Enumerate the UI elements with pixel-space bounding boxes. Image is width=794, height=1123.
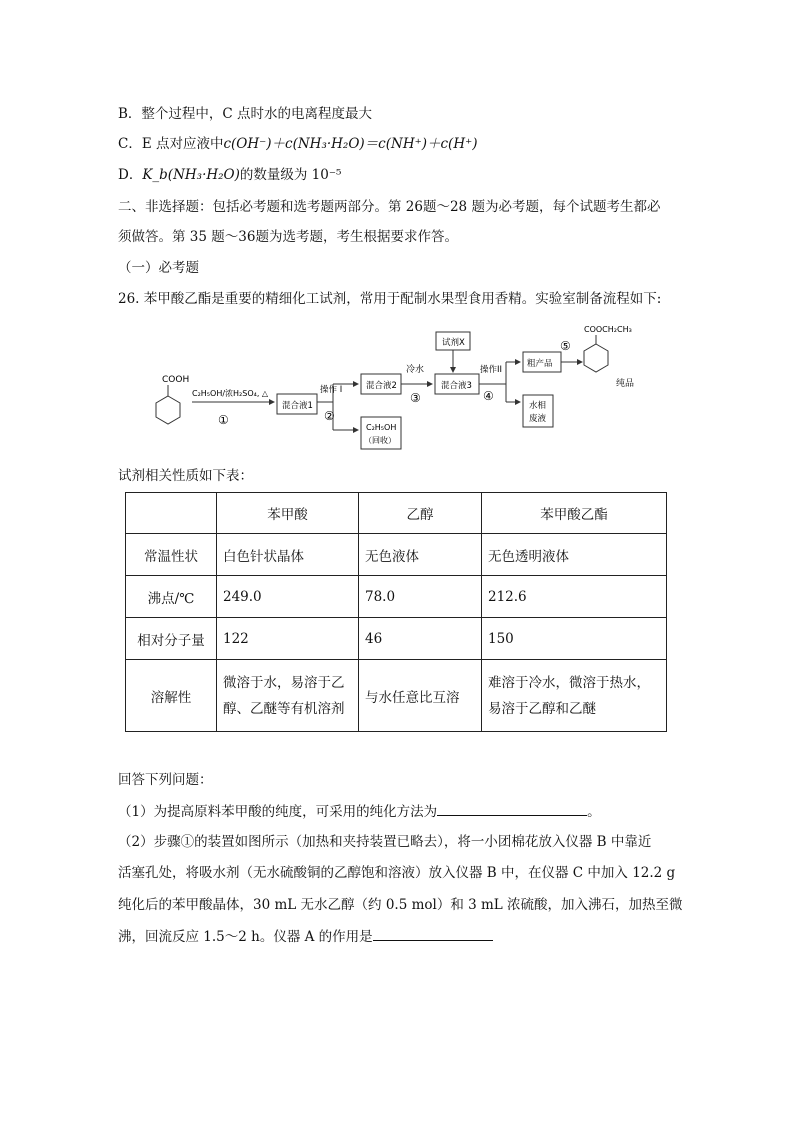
op2-label: 操作II <box>480 365 503 375</box>
table-cell: 与水任意比互溶 <box>359 660 482 732</box>
benzene-ring-product <box>584 344 608 372</box>
box-reagent-x-label: 试剂X <box>442 338 465 348</box>
table-cell: 白色针状晶体 <box>217 534 359 576</box>
flow-diagram <box>140 318 660 458</box>
table-row <box>126 660 667 732</box>
sub-question-2-line4 <box>118 926 493 947</box>
box-aqueous-line1: 水相 <box>529 401 547 411</box>
table-cell: 46 <box>359 618 482 660</box>
table-cell: 212.6 <box>482 576 667 618</box>
sub-question-1-end: 。 <box>587 804 601 820</box>
table-header-cell <box>126 493 217 534</box>
op1-label: 操作 I <box>320 385 343 395</box>
sub-question-2-line2: 活塞孔处，将吸水剂（无水硫酸铜的乙醇饱和溶液）放入仪器 B 中，在仪器 C 中加入 12.2 g <box>118 865 676 881</box>
box-crude-label: 粗产品 <box>527 359 553 369</box>
properties-table <box>125 492 667 732</box>
table-cell: 难溶于冷水，微溶于热水，易溶于乙醇和乙醚 <box>482 660 667 732</box>
table-header-cell: 苯甲酸乙酯 <box>482 493 667 534</box>
table-cell: 249.0 <box>217 576 359 618</box>
section2-line1: 二、非选择题：包括必考题和选考题两部分。第 26题～28 题为必考题，每个试题考生都必 <box>118 199 661 215</box>
table-cell: 微溶于水，易溶于乙醇、乙醚等有机溶剂 <box>217 660 359 732</box>
answer-prompt: 回答下列问题： <box>118 772 213 788</box>
option-d-prefix: D． <box>118 167 143 183</box>
box-ethanol-line1: C₂H₅OH <box>366 423 397 432</box>
table-cell: 溶解性 <box>126 660 217 732</box>
table-header-row <box>126 493 667 534</box>
box-mix1-label: 混合液1 <box>282 401 313 411</box>
step4-marker: ④ <box>483 389 494 403</box>
option-d-suffix: 的数量级为 10⁻⁵ <box>239 167 342 183</box>
answer-blank-1[interactable] <box>437 801 587 816</box>
table-cell: 78.0 <box>359 576 482 618</box>
sub-question-1 <box>118 801 601 822</box>
q26-intro: 26. 苯甲酸乙酯是重要的精细化工试剂，常用于配制水果型食用香精。实验室制备流程如下: <box>118 291 662 307</box>
section2-subheading: （一）必考题 <box>118 260 199 276</box>
product-ester-label: COOCH₂CH₃ <box>584 325 632 334</box>
step5-marker: ⑤ <box>560 339 571 353</box>
table-caption: 试剂相关性质如下表： <box>118 468 253 484</box>
option-d <box>118 165 341 185</box>
table-cell: 常温性状 <box>126 534 217 576</box>
step1-marker: ① <box>218 413 229 427</box>
table-row <box>126 534 667 576</box>
table-header-cell: 乙醇 <box>359 493 482 534</box>
benzene-ring-start <box>156 396 180 424</box>
sub-question-2-line4-text: 沸，回流反应 1.5～2 h。仪器 A 的作用是 <box>118 929 373 945</box>
step3-marker: ③ <box>410 391 421 405</box>
box-mix2-label: 混合液2 <box>366 381 397 391</box>
table-header-cell: 苯甲酸 <box>217 493 359 534</box>
table-cell: 相对分子量 <box>126 618 217 660</box>
start-cooh-label: COOH <box>162 375 190 385</box>
option-b: B．整个过程中，C 点时水的电离程度最大 <box>118 106 373 122</box>
option-c-formula: c(OH⁻)＋c(NH₃·H₂O)＝c(NH⁺)＋c(H⁺) <box>223 136 478 152</box>
sub-question-2-line3: 纯化后的苯甲酸晶体，30 mL 无水乙醇（约 0.5 mol）和 3 mL 浓硫酸，加入沸石，加热至微 <box>118 897 683 913</box>
option-c-prefix: C．E 点对应液中 <box>118 136 224 152</box>
table-cell: 150 <box>482 618 667 660</box>
box-mix3-label: 混合液3 <box>441 381 472 391</box>
table-cell: 沸点/℃ <box>126 576 217 618</box>
step2-marker: ② <box>324 409 335 423</box>
table-cell: 无色液体 <box>359 534 482 576</box>
cold-water-label: 冷水 <box>406 365 425 375</box>
table-row <box>126 576 667 618</box>
option-d-formula: K_b(NH₃·H₂O) <box>142 167 240 183</box>
reagent-label: C₂H₅OH/浓H₂SO₄, △ <box>192 389 269 398</box>
table-cell: 122 <box>217 618 359 660</box>
pure-product-label: 纯品 <box>616 379 635 389</box>
box-ethanol-line2: （回收） <box>364 436 396 445</box>
answer-blank-2[interactable] <box>373 926 493 941</box>
sub-question-1-text: （1）为提高原料苯甲酸的纯度，可采用的纯化方法为 <box>118 804 438 820</box>
table-row <box>126 618 667 660</box>
sub-question-2-line1: （2）步骤①的装置如图所示（加热和夹持装置已略去），将一小团棉花放入仪器 B 中靠近 <box>118 834 652 850</box>
option-c <box>118 134 477 154</box>
table-cell: 无色透明液体 <box>482 534 667 576</box>
box-aqueous-line2: 废液 <box>529 414 547 424</box>
section2-line2: 须做答。第 35 题～36题为选考题，考生根据要求作答。 <box>118 229 458 245</box>
